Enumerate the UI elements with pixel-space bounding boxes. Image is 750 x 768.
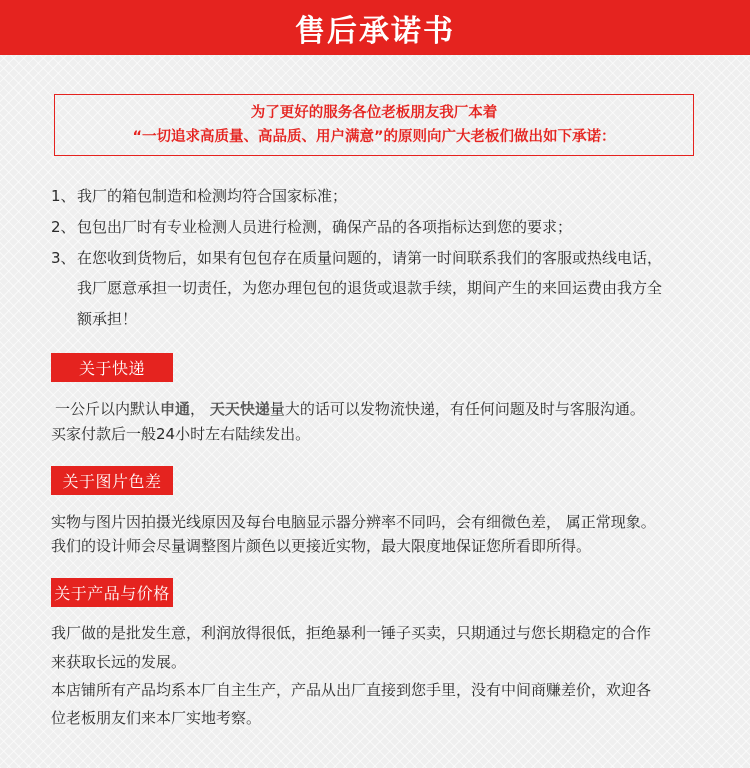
price-text-line-3: 本店铺所有产品均系本厂自主生产，产品从出厂直接到您手里，没有中间商赚差价，欢迎各 bbox=[51, 681, 652, 699]
brand-tiantian: 天天快递 bbox=[209, 400, 270, 418]
color-text-line-2: 我们的设计师会尽量调整图片颜色以更接近实物，最大限度地保证您所看即所得。 bbox=[51, 537, 592, 555]
header-banner bbox=[0, 0, 750, 55]
section-title-express: 关于快递 bbox=[51, 353, 173, 382]
promise-2-text: 包包出厂时有专业检测人员进行检测，确保产品的各项指标达到您的要求； bbox=[77, 218, 573, 236]
express-text-line-1: 一公斤以内默认申通， 天天快递量大的话可以发物流快递，有任何问题及时与客服沟通。 bbox=[55, 400, 645, 418]
intro-line-2: “一切追求高质量、高品质、用户满意”的原则向广大老板们做出如下承诺： bbox=[132, 129, 616, 145]
promise-1-text: 我厂的箱包制造和检测均符合国家标准； bbox=[77, 187, 348, 205]
intro-box bbox=[54, 94, 694, 156]
section-title-color: 关于图片色差 bbox=[51, 466, 173, 495]
express-text-line-2: 买家付款后一般24小时左右陆续发出。 bbox=[51, 425, 311, 443]
section-title-price: 关于产品与价格 bbox=[51, 578, 173, 607]
promise-3-text-line-2: 我厂愿意承担一切责任，为您办理包包的退货或退款手续，期间产生的来回运费由我方全 bbox=[77, 279, 663, 297]
brand-shentong: 申通 bbox=[160, 400, 191, 418]
intro-line-1: 为了更好的服务各位老板朋友我厂本着 bbox=[250, 105, 498, 121]
promise-1-number: 1、 bbox=[51, 187, 76, 205]
page-title: 售后承诺书 bbox=[295, 13, 455, 49]
price-text-line-2: 来获取长远的发展。 bbox=[51, 653, 187, 671]
promise-3-text-line-3: 额承担！ bbox=[77, 310, 138, 328]
promise-3-number: 3、 bbox=[51, 249, 76, 267]
promise-2-number: 2、 bbox=[51, 218, 76, 236]
color-text-line-1: 实物与图片因拍摄光线原因及每台电脑显示器分辨率不同吗，会有细微色差， 属正常现象。 bbox=[51, 513, 656, 531]
price-text-line-4: 位老板朋友们来本厂实地考察。 bbox=[51, 709, 262, 727]
price-text-line-1: 我厂做的是批发生意，利润放得很低，拒绝暴利一锤子买卖，只期通过与您长期稳定的合作 bbox=[51, 624, 652, 642]
promise-3-text-line-1: 在您收到货物后，如果有包包存在质量问题的，请第一时间联系我们的客服或热线电话， bbox=[77, 249, 663, 267]
